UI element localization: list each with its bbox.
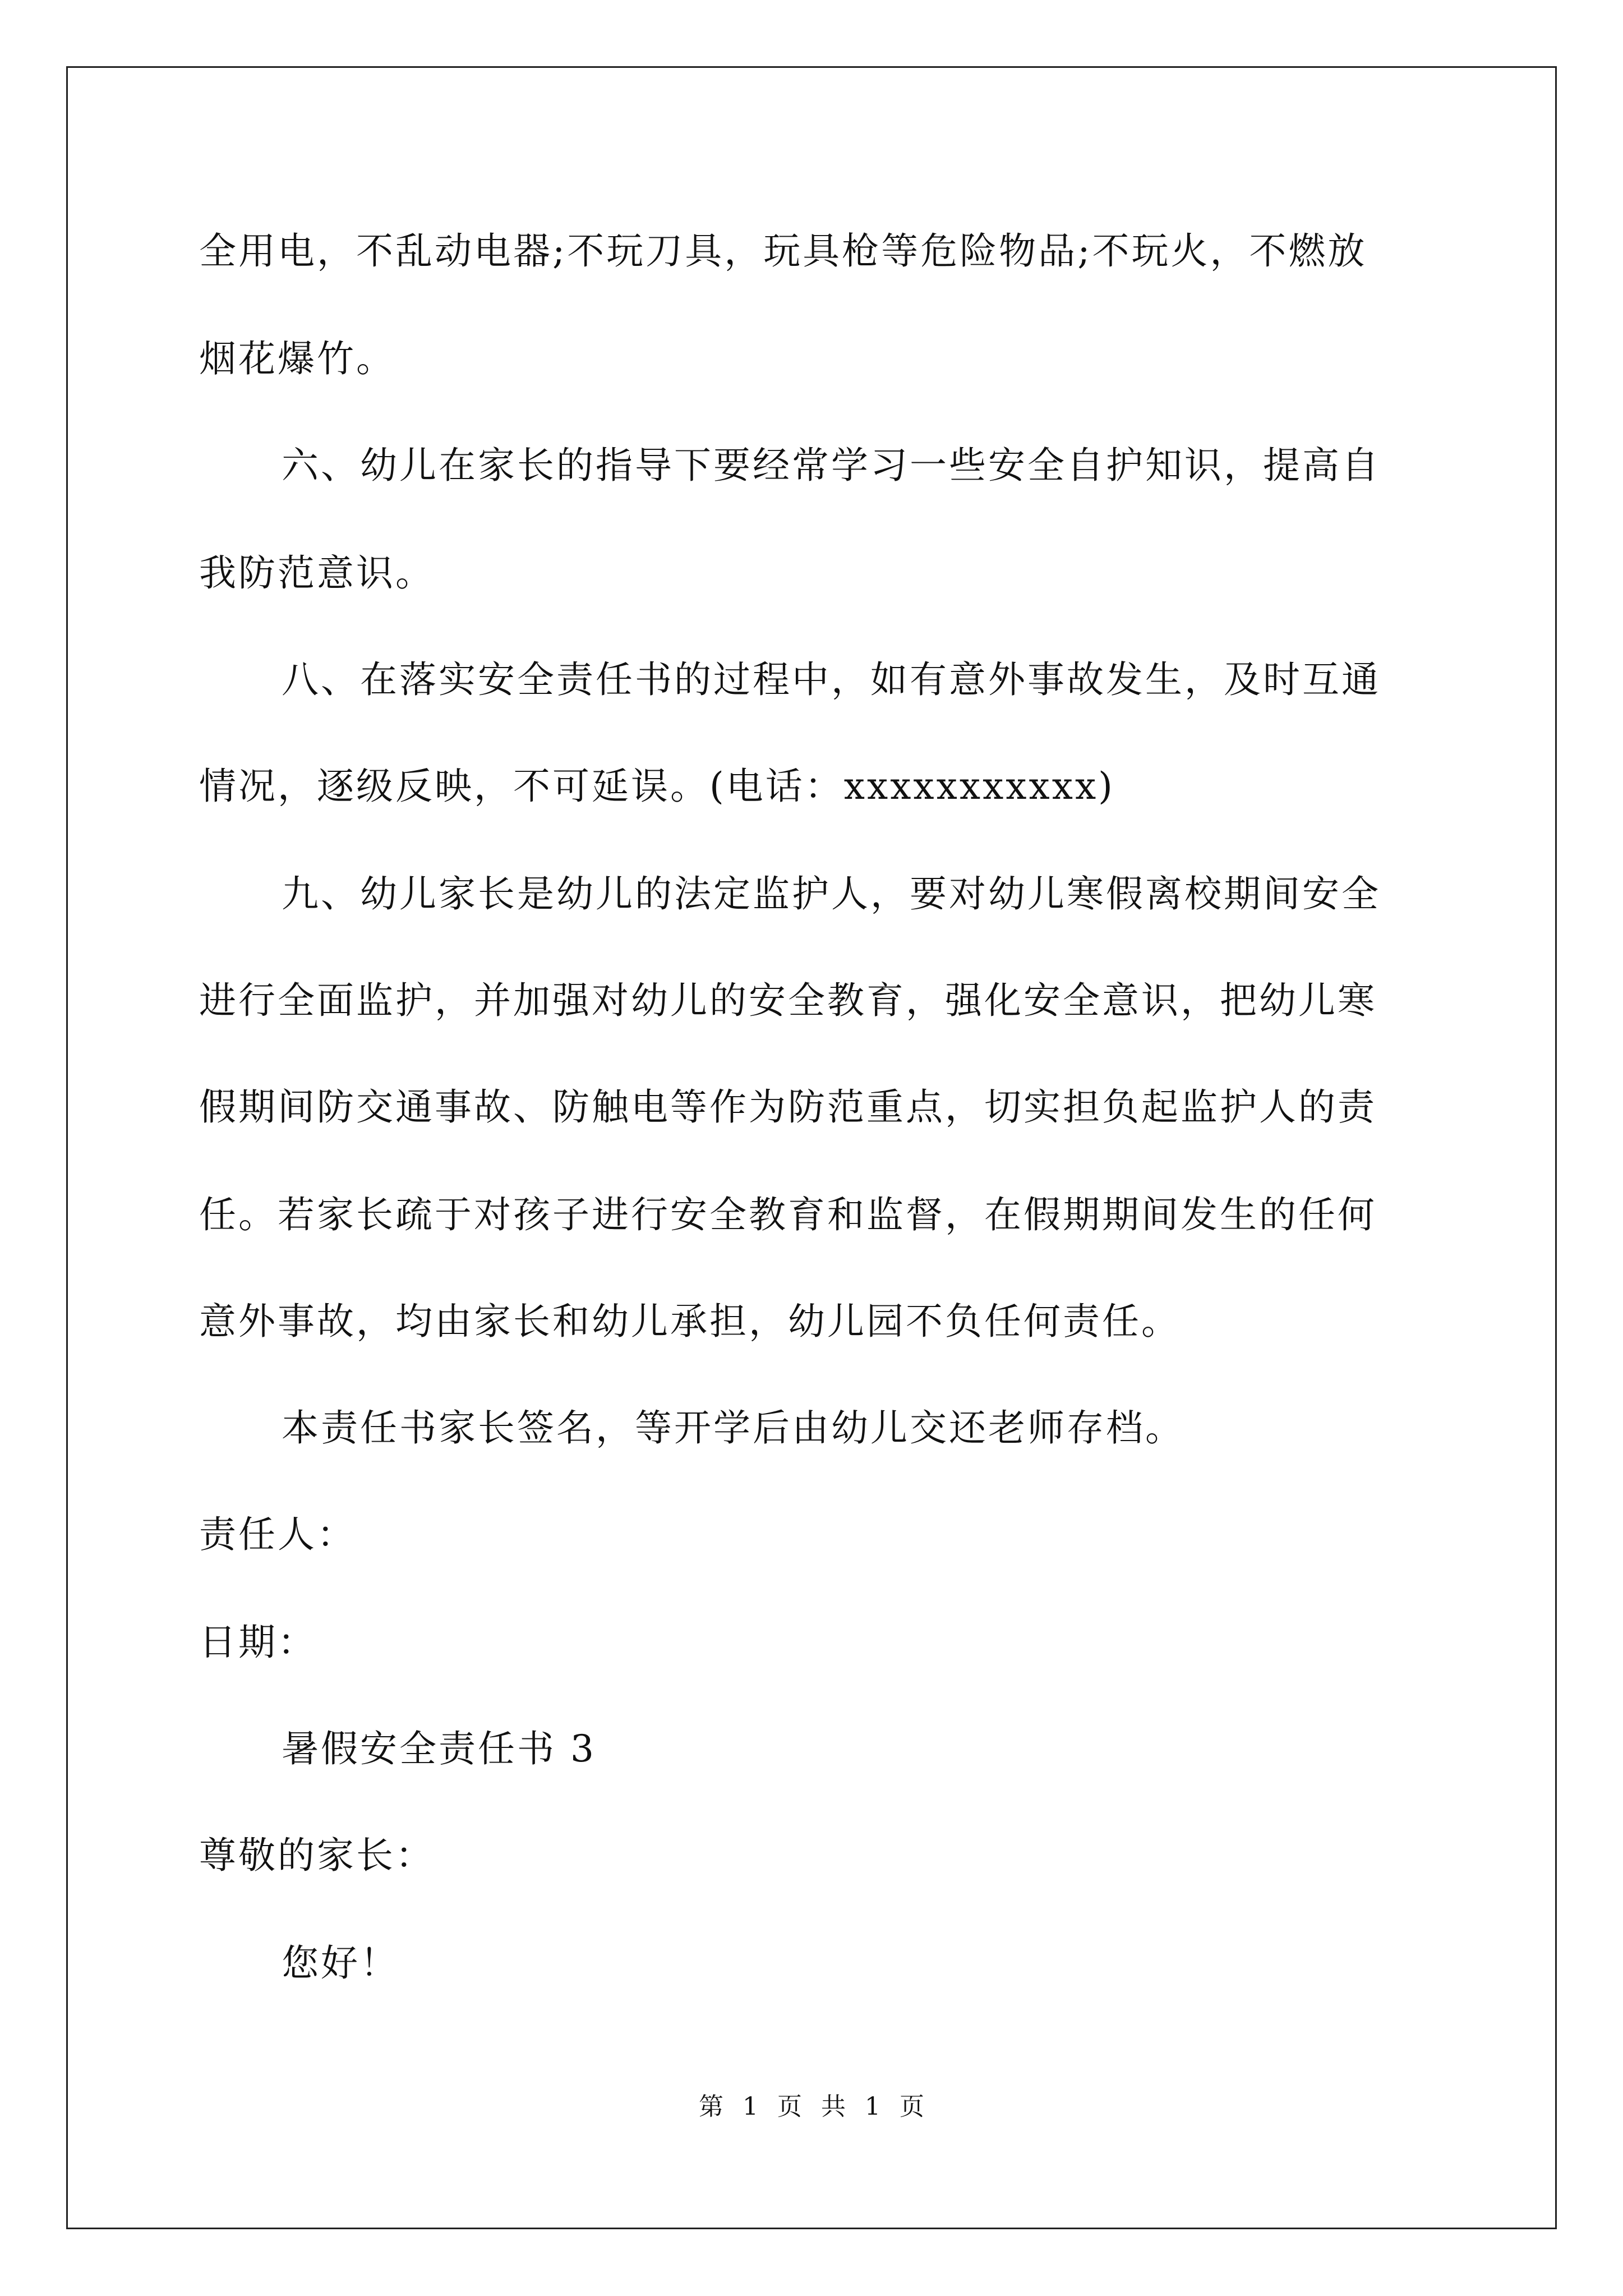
- section-title: 暑假安全责任书 3: [282, 1727, 596, 1770]
- date-label: 日期：: [199, 1621, 317, 1664]
- body-line-7: 九、幼儿家长是幼儿的法定监护人，要对幼儿寒假离校期间安全: [282, 872, 1381, 915]
- salutation: 尊敬的家长：: [199, 1834, 435, 1877]
- body-line-2: 烟花爆竹。: [199, 337, 395, 380]
- page-border: [66, 66, 1557, 2229]
- body-line-9: 假期间防交通事故、防触电等作为防范重点，切实担负起监护人的责: [199, 1085, 1377, 1129]
- body-line-11: 意外事故，均由家长和幼儿承担，幼儿园不负任何责任。: [199, 1300, 1181, 1343]
- responsible-person-label: 责任人：: [199, 1513, 356, 1556]
- body-line-12: 本责任书家长签名，等开学后由幼儿交还老师存档。: [282, 1406, 1184, 1450]
- body-line-3: 六、幼儿在家长的指导下要经常学习一些安全自护知识，提高自: [282, 444, 1381, 487]
- body-line-1: 全用电，不乱动电器;不玩刀具，玩具枪等危险物品;不玩火，不燃放: [199, 229, 1367, 273]
- body-line-5: 八、在落实安全责任书的过程中，如有意外事故发生，及时互通: [282, 658, 1381, 701]
- body-line-4: 我防范意识。: [199, 551, 435, 595]
- page-footer: 第 1 页 共 1 页: [699, 2092, 924, 2121]
- body-line-8: 进行全面监护，并加强对幼儿的安全教育，强化安全意识，把幼儿寒: [199, 979, 1377, 1022]
- body-line-10: 任。若家长疏于对孩子进行安全教育和监督，在假期期间发生的任何: [199, 1193, 1377, 1236]
- greeting: 您好！: [282, 1941, 399, 1985]
- body-line-6: 情况，逐级反映，不可延误。(电话：xxxxxxxxxxx): [199, 765, 1115, 808]
